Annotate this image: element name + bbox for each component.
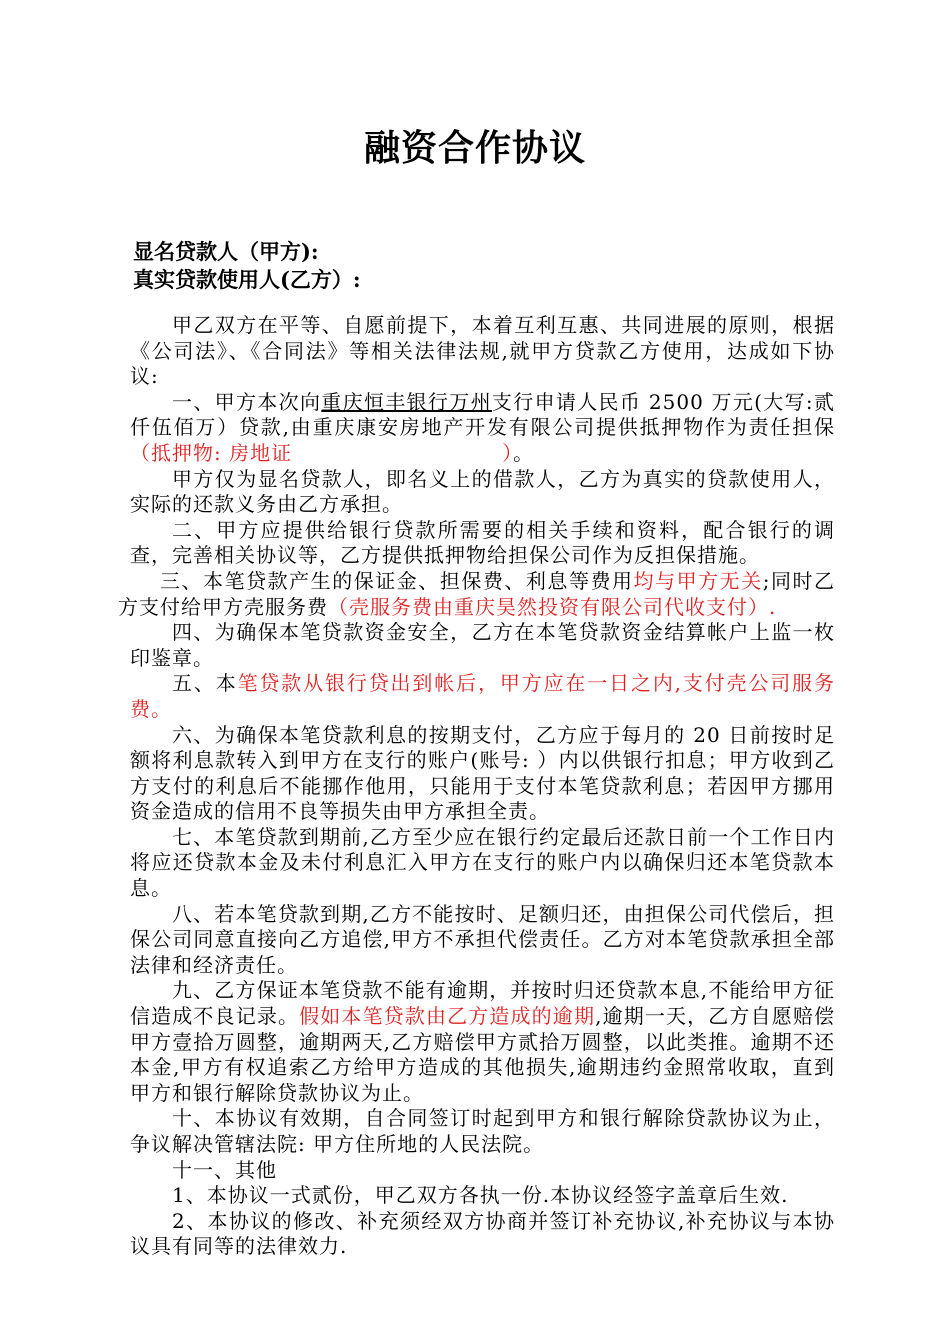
clause-1-bank: 重庆恒丰银行万州 xyxy=(321,389,492,414)
agreement-body xyxy=(118,313,836,1260)
preamble: 甲乙双方在平等、自愿前提下，本着互利互惠、共同进展的原则，根据《公司法》、《合同法》等相关法律法规,就甲方贷款乙方使用，达成如下协议: xyxy=(130,313,835,389)
clause-4: 四、为确保本笔贷款资金安全，乙方在本笔贷款资金结算帐户上监一枚印鉴章。 xyxy=(130,620,835,670)
clause-9-text-a: 九、乙方保证本笔贷款不能有逾期，并按时归还贷款本息,不能给甲方征信造成不良记录。 xyxy=(130,978,835,1029)
clause-5 xyxy=(130,671,835,722)
clause-3-text-a: 三、本笔贷款产生的保证金、担保费、利息等费用 xyxy=(160,568,634,593)
clause-3-red-1: 均与甲方无关 xyxy=(633,568,763,593)
clause-9 xyxy=(130,978,835,1106)
clause-1 xyxy=(130,390,835,467)
clause-3 xyxy=(118,569,835,620)
clause-9-text-b: ,逾期一天，乙方自愿赔偿甲方壹拾万圆整，逾期两天,乙方赔偿甲方贰拾万圆整，以此类推。逾期不还本金,甲方有权追索乙方给甲方造成的其他损失,逾期违约金照常收取，直到甲方和银行解除贷款协议为止。 xyxy=(130,1004,835,1105)
clause-1-collateral: 抵押物: 房地证 xyxy=(151,440,293,465)
party-b-label: 真实贷款使用人(乙方）: xyxy=(133,267,361,292)
clause-7: 七、本笔贷款到期前,乙方至少应在银行约定最后还款日前一个工作日内将应还贷款本金及未付利息汇入甲方在支行的账户内以确保归还本笔贷款本息。 xyxy=(130,824,835,901)
clause-9-red: 假如本笔贷款由乙方造成的逾期 xyxy=(299,1004,596,1029)
document-title: 融资合作协议 xyxy=(363,127,586,169)
clause-1-note: 甲方仅为显名贷款人，即名义上的借款人，乙方为真实的贷款使用人，实际的还款义务由乙方承担。 xyxy=(130,466,835,517)
clause-1-text-a: 一、甲方本次向 xyxy=(172,389,322,414)
clause-1-open-paren: （ xyxy=(130,440,151,465)
clause-6: 六、为确保本笔贷款利息的按期支付，乙方应于每月的 20 日前按时足额将利息款转入到甲方在支行的账户(账号: ）内以供银行扣息；甲方收到乙方支付的利息后不能挪作他用，只能用于支付本笔贷款利息；若因甲方挪用资金造成的信用不良等损失由甲方承担全责。 xyxy=(130,722,835,824)
party-a-label: 显名贷款人（甲方): xyxy=(133,239,319,264)
clause-5-text: 五、本 xyxy=(172,671,238,696)
clause-11-item-1: 1、本协议一式贰份，甲乙双方各执一份.本协议经签字盖章后生效. xyxy=(172,1183,789,1208)
clause-3-red-2: （壳服务费由重庆昊然投资有限公司代收支付）. xyxy=(328,594,777,619)
clause-2: 二、甲方应提供给银行贷款所需要的相关手续和资料，配合银行的调查，完善相关协议等，乙方提供抵押物给担保公司作为反担保措施。 xyxy=(130,517,835,568)
clause-10: 十、本协议有效期，自合同签订时起到甲方和银行解除贷款协议为止，争议解决管辖法院: 甲方住所地的人民法院。 xyxy=(130,1106,835,1156)
clause-1-close-paren: ） xyxy=(502,440,514,465)
clause-8: 八、若本笔贷款到期,乙方不能按时、足额归还，由担保公司代偿后，担保公司同意直接向乙方追偿,甲方不承担代偿责任。乙方对本笔贷款承担全部法律和经济责任。 xyxy=(130,901,835,977)
clause-5-red: 笔贷款从银行贷出到帐后，甲方应在一日之内,支付壳公司服务费。 xyxy=(130,671,836,721)
clause-1-text-b: 支行申请人民币 2500 万元(大写:贰仟伍佰万）贷款,由重庆康安房地产开发有限公司提供抵押物作为责任担保 xyxy=(130,389,835,440)
clause-11-item-2: 2、本协议的修改、补充须经双方协商并签订补充协议,补充协议与本协议具有同等的法律效力. xyxy=(130,1208,835,1259)
clause-1-end: 。 xyxy=(513,440,535,465)
clause-3-text-b: ;同时乙方支付给甲方壳服务费 xyxy=(118,568,836,619)
clause-11-heading: 十一、其他 xyxy=(172,1157,277,1182)
